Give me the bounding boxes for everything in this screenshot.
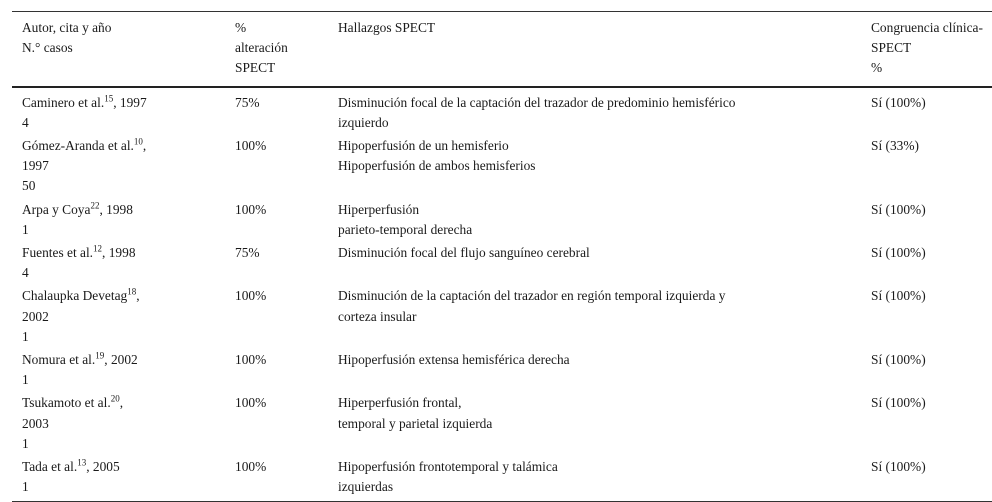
finding-line: Hipoperfusión de ambos hemisferios: [338, 158, 536, 174]
cell-congruence: Sí (33%): [871, 138, 919, 154]
cell-spect-alteration: 100%: [235, 459, 267, 475]
cell-author: [12, 283, 225, 347]
cell-findings: [328, 197, 861, 240]
author-year: , 2002: [104, 352, 138, 368]
header-line: N.° casos: [22, 40, 73, 56]
cell-author: [12, 133, 225, 197]
finding-line: parieto-temporal derecha: [338, 221, 473, 237]
author-line: [22, 457, 217, 477]
author-line: [22, 393, 217, 413]
cell-congruence: Sí (100%): [871, 459, 926, 475]
cases-count: 1: [22, 221, 29, 237]
cell-author: [12, 240, 225, 283]
cell-congruence: Sí (100%): [871, 352, 926, 368]
cell-findings: [328, 390, 861, 454]
header-author: [12, 12, 225, 87]
cell-findings: [328, 87, 861, 133]
finding-line: Disminución focal del flujo sanguíneo cerebral: [338, 245, 590, 261]
table-row: [12, 454, 992, 502]
cell-spect-alteration: 100%: [235, 395, 267, 411]
table-container: [12, 11, 983, 502]
author-name: Fuentes et al.: [22, 245, 94, 261]
cases-count: 1: [22, 435, 29, 451]
table-row: [12, 197, 992, 240]
cases-count: 4: [22, 265, 29, 281]
cell-congruence: Sí (100%): [871, 395, 926, 411]
table-body: [12, 87, 992, 502]
reference-number: 13: [77, 457, 87, 468]
header-congruence: [861, 12, 992, 87]
cases-count: 1: [22, 479, 29, 495]
author-year-line: 2002: [22, 308, 49, 324]
header-line: Hallazgos SPECT: [338, 20, 436, 35]
author-name: Nomura et al.: [22, 352, 96, 368]
author-year: , 2005: [86, 459, 120, 475]
finding-line: Hiperperfusión: [338, 201, 420, 217]
cell-findings: [328, 240, 861, 283]
cases-count: 50: [22, 178, 36, 194]
table-row: [12, 347, 992, 390]
header-row: [12, 12, 992, 87]
table-header: [12, 12, 992, 87]
finding-line: izquierdas: [338, 479, 394, 495]
header-line: SPECT: [235, 60, 276, 76]
finding-line: izquierdo: [338, 114, 389, 130]
author-year: ,: [142, 138, 147, 154]
cell-spect-alteration: 100%: [235, 138, 267, 154]
author-name: Chalaupka Devetag: [22, 288, 128, 304]
table-row: [12, 390, 992, 454]
header-line: alteración: [235, 40, 288, 56]
header-line: Autor, cita y año: [22, 20, 112, 35]
cell-congruence: Sí (100%): [871, 201, 926, 217]
cases-count: 1: [22, 328, 29, 344]
author-year: ,: [136, 288, 140, 304]
table-row: [12, 133, 992, 197]
author-year: , 1997: [113, 94, 147, 110]
author-line: [22, 350, 217, 370]
author-name: Gómez-Aranda et al.: [22, 138, 134, 154]
table-row: [12, 283, 992, 347]
reference-number: 20: [110, 393, 120, 404]
author-line: [22, 286, 217, 306]
finding-line: temporal y parietal izquierda: [338, 415, 493, 431]
finding-line: corteza insular: [338, 308, 417, 324]
author-name: Tada et al.: [22, 459, 78, 475]
finding-line: Hiperperfusión frontal,: [338, 395, 462, 411]
reference-number: 15: [104, 93, 114, 104]
spect-studies-table: [12, 11, 992, 502]
cell-author: [12, 390, 225, 454]
cell-spect-alteration: 100%: [235, 201, 267, 217]
author-line: [22, 136, 217, 156]
cell-spect-alteration: 100%: [235, 352, 267, 368]
cell-congruence: Sí (100%): [871, 94, 926, 110]
cell-congruence: Sí (100%): [871, 288, 926, 304]
author-name: Arpa y Coya: [22, 201, 91, 217]
finding-line: Hipoperfusión extensa hemisférica derecha: [338, 352, 570, 368]
cell-findings: [328, 133, 861, 197]
author-year: , 1998: [99, 201, 133, 217]
reference-number: 19: [95, 350, 105, 361]
finding-line: Disminución de la captación del trazador en región temporal izquierda y: [338, 288, 726, 304]
author-name: Caminero et al.: [22, 94, 105, 110]
header-spect-alteration: [225, 12, 328, 87]
cell-findings: [328, 454, 861, 502]
cell-spect-alteration: 75%: [235, 245, 260, 261]
table-row: [12, 87, 992, 133]
author-line: [22, 200, 217, 220]
cell-findings: [328, 283, 861, 347]
header-line: %: [871, 60, 883, 76]
reference-number: 10: [133, 136, 143, 147]
cases-count: 4: [22, 114, 29, 130]
cell-findings: [328, 347, 861, 390]
table-row: [12, 240, 992, 283]
cell-author: [12, 87, 225, 133]
author-year: , 1998: [102, 245, 136, 261]
author-year-line: 1997: [22, 158, 49, 174]
header-line: %: [235, 20, 247, 35]
header-findings: [328, 12, 861, 87]
finding-line: Hipoperfusión de un hemisferio: [338, 138, 509, 154]
finding-line: Disminución focal de la captación del trazador de predominio hemisférico: [338, 94, 736, 110]
header-line: Congruencia clínica-: [871, 20, 983, 35]
reference-number: 22: [90, 200, 100, 211]
cases-count: 1: [22, 372, 29, 388]
finding-line: Hipoperfusión frontotemporal y talámica: [338, 459, 558, 475]
cell-author: [12, 347, 225, 390]
reference-number: 18: [127, 286, 137, 297]
header-line: SPECT: [871, 40, 912, 56]
author-year: ,: [119, 395, 124, 411]
author-line: [22, 93, 217, 113]
cell-author: [12, 197, 225, 240]
cell-congruence: Sí (100%): [871, 245, 926, 261]
author-name: Tsukamoto et al.: [22, 395, 111, 411]
reference-number: 12: [93, 243, 103, 254]
cell-spect-alteration: 75%: [235, 94, 260, 110]
cell-author: [12, 454, 225, 502]
author-line: [22, 243, 217, 263]
author-year-line: 2003: [22, 415, 49, 431]
cell-spect-alteration: 100%: [235, 288, 267, 304]
